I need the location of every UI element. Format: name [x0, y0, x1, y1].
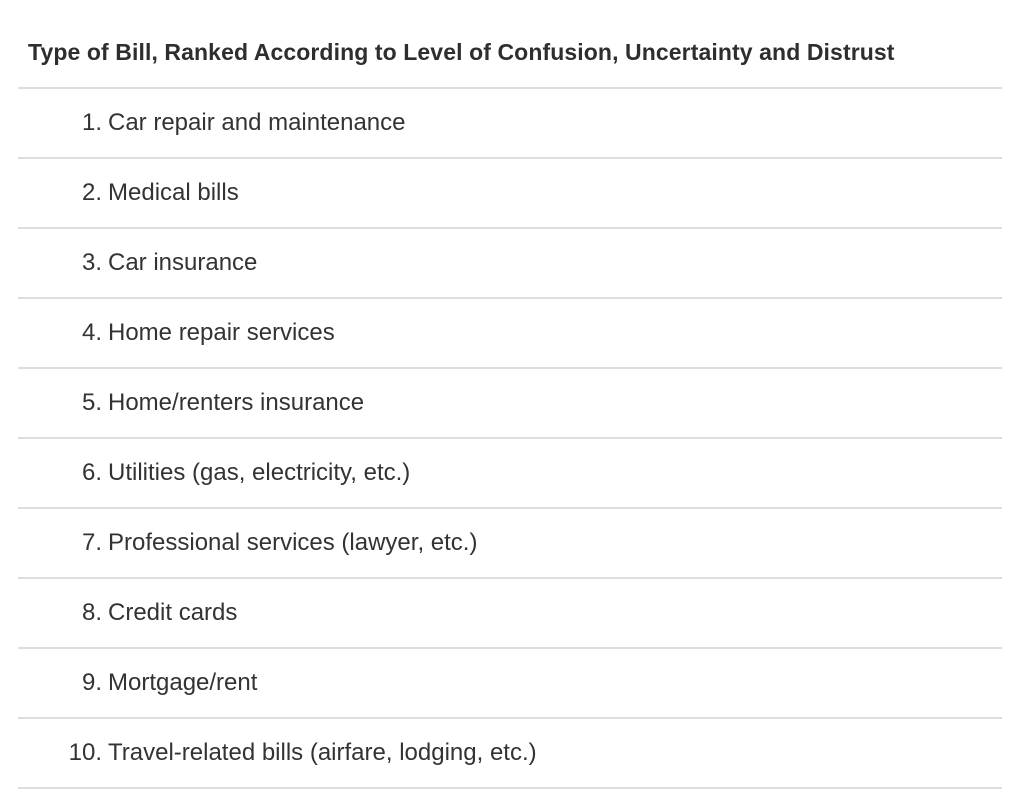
table-row	[18, 299, 1002, 369]
row-label: Car repair and maintenance	[108, 109, 406, 136]
table-row	[18, 439, 1002, 509]
row-rank: 5.	[81, 389, 102, 416]
row-label: Medical bills	[108, 179, 239, 206]
row-label: Professional services (lawyer, etc.)	[108, 529, 478, 556]
table-row	[18, 579, 1002, 649]
table-row	[18, 369, 1002, 439]
row-rank: 4.	[81, 319, 102, 346]
row-label: Home/renters insurance	[108, 389, 365, 416]
table-header-title: Type of Bill, Ranked According to Level of Confusion, Uncertainty and Distrust	[28, 39, 895, 65]
table-row	[18, 509, 1002, 579]
row-label: Home repair services	[108, 319, 335, 346]
row-rank: 10.	[68, 739, 102, 766]
table-row	[18, 649, 1002, 719]
table-row	[18, 229, 1002, 299]
row-rank: 2.	[81, 179, 102, 206]
row-label: Travel-related bills (airfare, lodging, etc.)	[108, 739, 537, 766]
row-label: Car insurance	[108, 249, 258, 276]
row-rank: 8.	[81, 599, 102, 626]
row-rank: 3.	[81, 249, 102, 276]
row-rank: 1.	[81, 109, 102, 136]
table-row	[18, 719, 1002, 789]
row-label: Utilities (gas, electricity, etc.)	[108, 459, 411, 486]
table-row	[18, 89, 1002, 159]
row-rank: 9.	[81, 669, 102, 696]
ranked-bills-table	[18, 18, 1002, 789]
row-label: Mortgage/rent	[108, 669, 258, 696]
row-rank: 6.	[81, 459, 102, 486]
row-label: Credit cards	[108, 599, 238, 626]
table-header	[18, 18, 1002, 89]
table-row	[18, 159, 1002, 229]
row-rank: 7.	[81, 529, 102, 556]
